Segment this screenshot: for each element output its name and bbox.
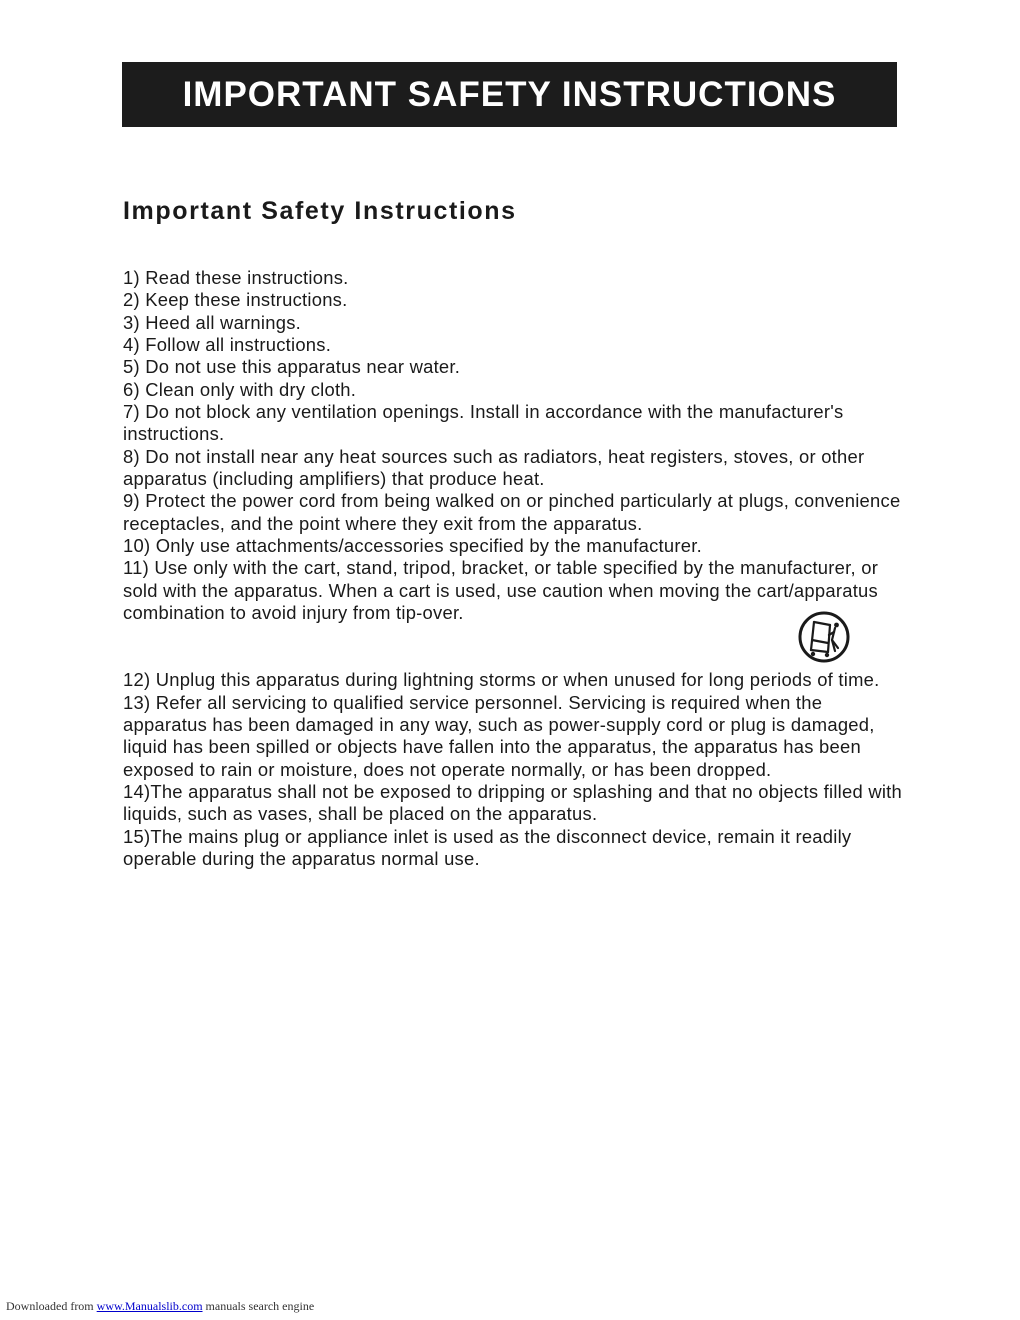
cart-tip-over-warning-icon <box>797 610 851 664</box>
instruction-item: 13) Refer all servicing to qualified service personnel. Servicing is required when the apparatus has been damaged in any way, such as power-supply cord or plug is damaged, liquid has been spilled or objects have fallen into the apparatus, the apparatus has been exposed to rain or moisture, does not operate normally, or has been dropped. <box>123 691 875 780</box>
footer-suffix: manuals search engine <box>202 1299 315 1313</box>
instructions-list <box>123 267 903 870</box>
instruction-item: 1) Read these instructions. <box>123 267 349 288</box>
footer <box>6 1299 314 1314</box>
instruction-item: 10) Only use attachments/accessories specified by the manufacturer. <box>123 535 702 557</box>
instruction-item: 6) Clean only with dry cloth. <box>123 378 357 400</box>
title-banner <box>122 62 897 127</box>
manualslib-link[interactable]: www.Manualslib.com <box>96 1299 203 1313</box>
instruction-item: 15)The mains plug or appliance inlet is used as the disconnect device, remain it readily operable during the apparatus normal use. <box>123 825 852 869</box>
instruction-item: 11) Use only with the cart, stand, tripod, bracket, or table specified by the manufacturer, or sold with the apparatus. When a cart is used, use caution when moving the cart/apparatus combination to avoid injury from tip-over. <box>123 557 879 624</box>
instruction-item: 12) Unplug this apparatus during lightning storms or when unused for long periods of time. <box>123 669 880 691</box>
instruction-item: 8) Do not install near any heat sources such as radiators, heat registers, stoves, or other apparatus (including amplifiers) that produce heat. <box>123 445 865 490</box>
instruction-item: 2) Keep these instructions. <box>123 289 348 311</box>
section-heading: Important Safety Instructions <box>123 197 517 225</box>
instruction-item: 5) Do not use this apparatus near water. <box>123 356 461 378</box>
instruction-item: 7) Do not block any ventilation openings. Install in accordance with the manufacturer's instructions. <box>123 401 844 445</box>
footer-prefix: Downloaded from <box>6 1299 97 1313</box>
instruction-item: 3) Heed all warnings. <box>123 311 302 333</box>
instruction-item: 14)The apparatus shall not be exposed to dripping or splashing and that no objects filled with liquids, such as vases, shall be placed on the apparatus. <box>123 780 903 825</box>
instruction-item: 4) Follow all instructions. <box>123 334 332 356</box>
banner-title: IMPORTANT SAFETY INSTRUCTIONS <box>182 74 837 114</box>
instruction-item: 9) Protect the power cord from being walked on or pinched particularly at plugs, convenience receptacles, and the point where they exit from the apparatus. <box>123 490 901 534</box>
